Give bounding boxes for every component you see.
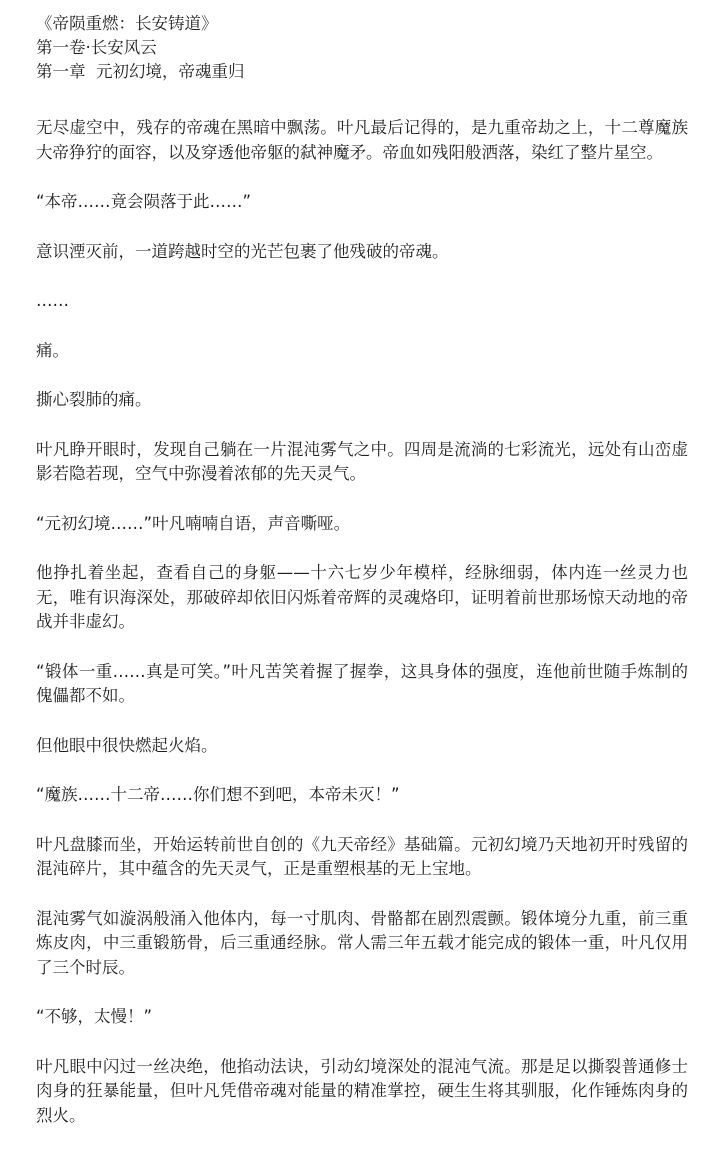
paragraph: “锻体一重……真是可笑。”叶凡苦笑着握了握拳，这具身体的强度，连他前世随手炼制的傀儡都不如。 (36, 661, 688, 705)
paragraph: 叶凡眼中闪过一丝决绝，他掐动法诀，引动幻境深处的混沌气流。那是足以撕裂普通修士肉身的狂暴能量，但叶凡凭借帝魂对能量的精准掌控，硬生生将其驯服，化作锤炼肉身的烈火。 (36, 1056, 688, 1125)
paragraph: “本帝……竟会陨落于此……” (36, 192, 252, 211)
paragraph: 混沌雾气如漩涡般涌入他体内，每一寸肌肉、骨骼都在剧烈震颤。锻体境分九重，前三重炼皮肉，中三重锻筋骨，后三重通经脉。常人需三年五载才能完成的锻体一重，叶凡仅用了三个时辰。 (36, 908, 688, 977)
document-page (36, 12, 688, 1153)
document-header (36, 12, 688, 84)
paragraph: 意识湮灭前，一道跨越时空的光芒包裹了他残破的帝魂。 (36, 241, 449, 261)
chapter-title: 第一章 元初幻境，帝魂重归 (36, 62, 245, 81)
paragraph: 他挣扎着坐起，查看自己的身躯——十六七岁少年模样，经脉细弱，体内连一丝灵力也无，唯有识海深处，那破碎却依旧闪烁着帝辉的灵魂烙印，证明着前世那场惊天动地的帝战并非虚幻。 (36, 563, 688, 631)
paragraph: …… (36, 291, 69, 310)
book-title: 《帝陨重燃：长安铸道》 (36, 14, 218, 33)
paragraph: “魔族……十二帝……你们想不到吧，本帝未灭！” (36, 785, 400, 804)
chapter-body (36, 116, 688, 1128)
paragraph: 叶凡盘膝而坐，开始运转前世自创的《九天帝经》基础篇。元初幻境乃天地初开时残留的混沌碎片，其中蕴含的先天灵气，正是重塑根基的无上宝地。 (36, 834, 688, 878)
volume-title: 第一卷·长安风云 (36, 38, 157, 57)
paragraph: “不够，太慢！” (36, 1007, 153, 1026)
paragraph: “元初幻境……”叶凡喃喃自语，声音嘶哑。 (36, 513, 351, 533)
paragraph: 无尽虚空中，残存的帝魂在黑暗中飘荡。叶凡最后记得的，是九重帝劫之上，十二尊魔族大帝狰狞的面容，以及穿透他帝躯的弑神魔矛。帝血如残阳般洒落，染红了整片星空。 (36, 118, 688, 162)
paragraph: 叶凡睁开眼时，发现自己躺在一片混沌雾气之中。四周是流淌的七彩流光，远处有山峦虚影若隐若现，空气中弥漫着浓郁的先天灵气。 (36, 439, 688, 483)
paragraph: 但他眼中很快燃起火焰。 (36, 735, 218, 755)
paragraph: 痛。 (36, 340, 69, 360)
paragraph: 撕心裂肺的痛。 (36, 390, 152, 409)
